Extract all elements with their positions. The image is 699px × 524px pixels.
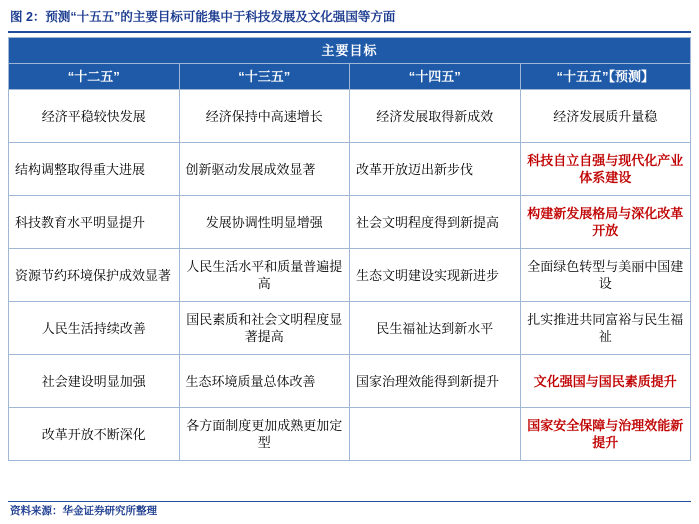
cell-r4c1: 资源节约环境保护成效显著 bbox=[9, 249, 180, 302]
cell-r2c3: 改革开放迈出新步伐 bbox=[350, 143, 521, 196]
column-header-3: “十四五” bbox=[350, 64, 521, 90]
column-header-1: “十二五” bbox=[9, 64, 180, 90]
main-table bbox=[8, 37, 691, 461]
cell-r5c3: 民生福祉达到新水平 bbox=[350, 302, 521, 355]
cell-r1c3: 经济发展取得新成效 bbox=[350, 90, 521, 143]
cell-r3c1: 科技教育水平明显提升 bbox=[9, 196, 180, 249]
cell-r4c3: 生态文明建设实现新进步 bbox=[350, 249, 521, 302]
table-row bbox=[9, 90, 691, 143]
table-row bbox=[9, 408, 691, 461]
cell-r7c2: 各方面制度更加成熟更加定型 bbox=[179, 408, 350, 461]
source-label: 资料来源： bbox=[10, 505, 63, 517]
cell-r3c2: 发展协调性明显增强 bbox=[179, 196, 350, 249]
table-row bbox=[9, 196, 691, 249]
table-row bbox=[9, 355, 691, 408]
cell-r3c3: 社会文明程度得到新提高 bbox=[350, 196, 521, 249]
column-header-4: “十五五”【预测】 bbox=[520, 64, 691, 90]
cell-r4c2: 人民生活水平和质量普遍提高 bbox=[179, 249, 350, 302]
cell-r7c4: 国家安全保障与治理效能新提升 bbox=[520, 408, 691, 461]
cell-r5c1: 人民生活持续改善 bbox=[9, 302, 180, 355]
cell-r6c1: 社会建设明显加强 bbox=[9, 355, 180, 408]
title-divider bbox=[8, 31, 691, 33]
cell-r1c2: 经济保持中高速增长 bbox=[179, 90, 350, 143]
source-note bbox=[10, 503, 157, 518]
table-row bbox=[9, 143, 691, 196]
cell-r2c1: 结构调整取得重大进展 bbox=[9, 143, 180, 196]
cell-r6c2: 生态环境质量总体改善 bbox=[179, 355, 350, 408]
table-row bbox=[9, 249, 691, 302]
table-header-row bbox=[9, 64, 691, 90]
figure-title: 图 2：预测“十五五”的主要目标可能集中于科技发展及文化强国等方面 bbox=[10, 10, 396, 24]
table-banner-row bbox=[9, 38, 691, 64]
cell-r7c3 bbox=[350, 408, 521, 461]
table-banner: 主要目标 bbox=[9, 38, 691, 64]
cell-r3c4: 构建新发展格局与深化改革开放 bbox=[520, 196, 691, 249]
cell-r4c4: 全面绿色转型与美丽中国建设 bbox=[520, 249, 691, 302]
cell-r5c2: 国民素质和社会文明程度显著提高 bbox=[179, 302, 350, 355]
cell-r6c3: 国家治理效能得到新提升 bbox=[350, 355, 521, 408]
column-header-2: “十三五” bbox=[179, 64, 350, 90]
cell-r6c4: 文化强国与国民素质提升 bbox=[520, 355, 691, 408]
cell-r2c2: 创新驱动发展成效显著 bbox=[179, 143, 350, 196]
cell-r1c4: 经济发展质升量稳 bbox=[520, 90, 691, 143]
cell-r1c1: 经济平稳较快发展 bbox=[9, 90, 180, 143]
cell-r5c4: 扎实推进共同富裕与民生福祉 bbox=[520, 302, 691, 355]
cell-r7c1: 改革开放不断深化 bbox=[9, 408, 180, 461]
cell-r2c4: 科技自立自强与现代化产业体系建设 bbox=[520, 143, 691, 196]
source-value: 华金证券研究所整理 bbox=[62, 505, 157, 517]
footer-divider bbox=[8, 501, 691, 502]
table-row bbox=[9, 302, 691, 355]
